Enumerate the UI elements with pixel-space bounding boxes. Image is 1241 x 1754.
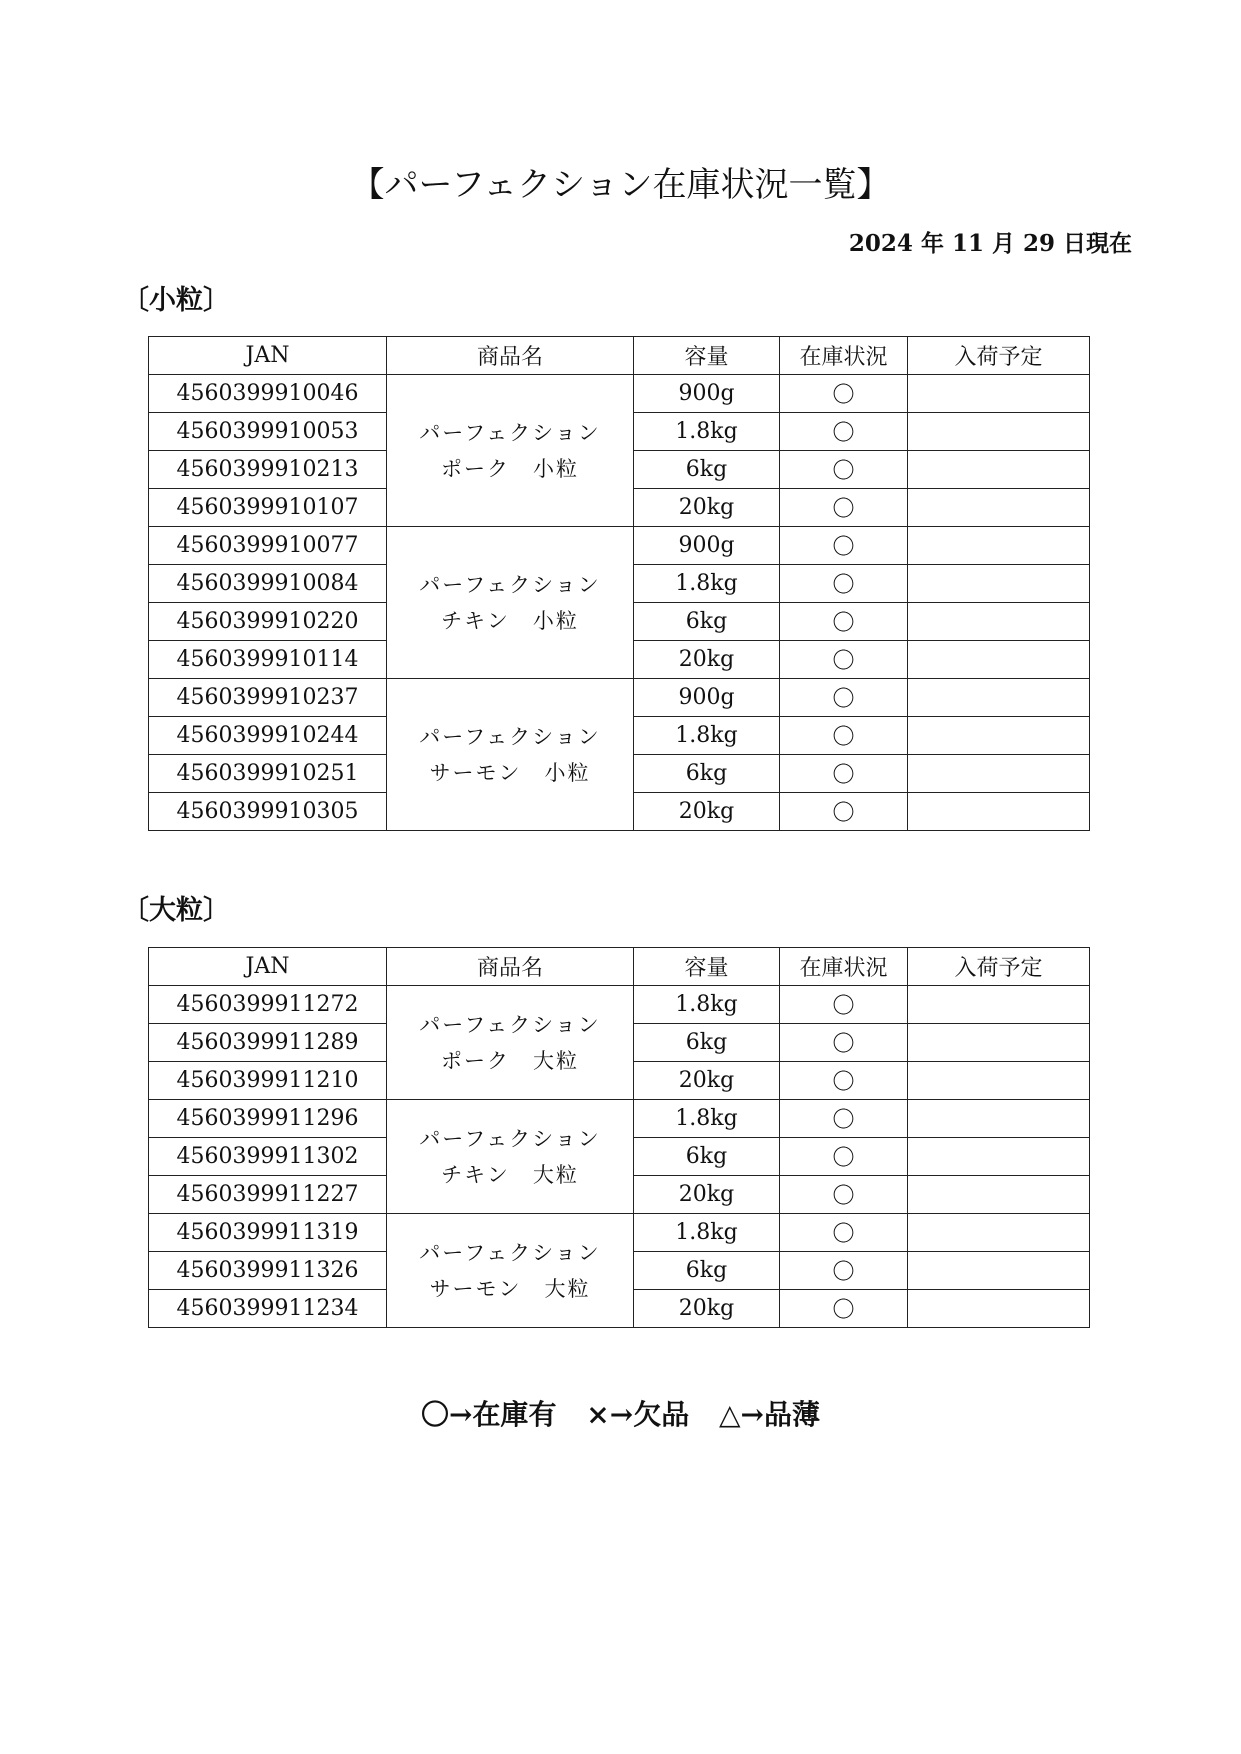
header-arrival-schedule: 入荷予定	[908, 337, 1090, 375]
product-name-line1: パーフェクション	[419, 724, 601, 749]
arrival-schedule-cell	[908, 986, 1090, 1024]
volume-cell: 6kg	[634, 1024, 780, 1062]
jan-code-cell: 4560399911326	[149, 1252, 387, 1290]
table-header-row	[149, 337, 1090, 375]
stock-status-cell: 〇	[780, 1024, 908, 1062]
section-label-large: 〔大粒〕	[122, 895, 230, 926]
stock-status-cell: 〇	[780, 489, 908, 527]
as-of-date: 2024 年 11 月 29 日現在	[848, 230, 1132, 257]
arrival-schedule-cell	[908, 527, 1090, 565]
stock-status-cell: 〇	[780, 603, 908, 641]
volume-cell: 20kg	[634, 1062, 780, 1100]
stock-status-cell: 〇	[780, 641, 908, 679]
jan-code-cell: 4560399911289	[149, 1024, 387, 1062]
arrival-schedule-cell	[908, 1176, 1090, 1214]
jan-code-cell: 4560399910220	[149, 603, 387, 641]
product-name-line2: チキン 小粒	[441, 608, 579, 633]
header-product-name: 商品名	[387, 948, 634, 986]
volume-cell: 20kg	[634, 1176, 780, 1214]
header-stock-status: 在庫状況	[780, 948, 908, 986]
product-name-cell	[387, 679, 634, 831]
jan-code-cell: 4560399910046	[149, 375, 387, 413]
stock-status-cell: 〇	[780, 527, 908, 565]
volume-cell: 6kg	[634, 1138, 780, 1176]
volume-cell: 1.8kg	[634, 565, 780, 603]
jan-code-cell: 4560399910107	[149, 489, 387, 527]
inventory-table-small	[148, 336, 1090, 831]
jan-code-cell: 4560399911272	[149, 986, 387, 1024]
volume-cell: 6kg	[634, 755, 780, 793]
table-header-row	[149, 948, 1090, 986]
header-jan: JAN	[149, 337, 387, 375]
stock-legend	[0, 1397, 1241, 1433]
stock-status-cell: 〇	[780, 1176, 908, 1214]
arrival-schedule-cell	[908, 717, 1090, 755]
stock-status-cell: 〇	[780, 986, 908, 1024]
arrival-schedule-cell	[908, 1214, 1090, 1252]
arrival-schedule-cell	[908, 1138, 1090, 1176]
arrival-schedule-cell	[908, 489, 1090, 527]
jan-code-cell: 4560399910114	[149, 641, 387, 679]
arrival-schedule-cell	[908, 1100, 1090, 1138]
arrival-schedule-cell	[908, 793, 1090, 831]
jan-code-cell: 4560399910251	[149, 755, 387, 793]
volume-cell: 900g	[634, 679, 780, 717]
arrival-schedule-cell	[908, 641, 1090, 679]
inventory-table-large	[148, 947, 1090, 1328]
product-name-line2: ポーク 小粒	[441, 456, 579, 481]
jan-code-cell: 4560399910244	[149, 717, 387, 755]
header-product-name: 商品名	[387, 337, 634, 375]
jan-code-cell: 4560399910237	[149, 679, 387, 717]
jan-code-cell: 4560399910305	[149, 793, 387, 831]
volume-cell: 6kg	[634, 603, 780, 641]
arrival-schedule-cell	[908, 603, 1090, 641]
legend-out-of-stock: ×→欠品	[586, 1398, 690, 1431]
product-name-cell	[387, 375, 634, 527]
stock-status-cell: 〇	[780, 451, 908, 489]
stock-status-cell: 〇	[780, 1290, 908, 1328]
stock-status-cell: 〇	[780, 565, 908, 603]
product-name-line2: ポーク 大粒	[441, 1048, 579, 1073]
jan-code-cell: 4560399911210	[149, 1062, 387, 1100]
product-name-line1: パーフェクション	[419, 572, 601, 597]
stock-status-cell: 〇	[780, 793, 908, 831]
stock-status-cell: 〇	[780, 1252, 908, 1290]
product-name-cell	[387, 1100, 634, 1214]
arrival-schedule-cell	[908, 451, 1090, 489]
header-volume: 容量	[634, 948, 780, 986]
header-volume: 容量	[634, 337, 780, 375]
product-name-line2: チキン 大粒	[441, 1162, 579, 1187]
section-label-small: 〔小粒〕	[122, 285, 230, 316]
volume-cell: 20kg	[634, 793, 780, 831]
volume-cell: 1.8kg	[634, 1100, 780, 1138]
arrival-schedule-cell	[908, 1252, 1090, 1290]
table-row	[149, 375, 1090, 413]
jan-code-cell: 4560399910213	[149, 451, 387, 489]
header-stock-status: 在庫状況	[780, 337, 908, 375]
jan-code-cell: 4560399911234	[149, 1290, 387, 1328]
stock-status-cell: 〇	[780, 717, 908, 755]
product-name-line1: パーフェクション	[419, 1012, 601, 1037]
product-name-line2: サーモン 大粒	[429, 1276, 591, 1301]
table-row	[149, 1100, 1090, 1138]
stock-status-cell: 〇	[780, 1138, 908, 1176]
arrival-schedule-cell	[908, 375, 1090, 413]
legend-low-stock: △→品薄	[718, 1398, 820, 1431]
header-jan: JAN	[149, 948, 387, 986]
arrival-schedule-cell	[908, 565, 1090, 603]
arrival-schedule-cell	[908, 413, 1090, 451]
page-title: 【パーフェクション在庫状況一覧】	[350, 165, 891, 205]
arrival-schedule-cell	[908, 679, 1090, 717]
volume-cell: 1.8kg	[634, 717, 780, 755]
volume-cell: 900g	[634, 375, 780, 413]
jan-code-cell: 4560399911319	[149, 1214, 387, 1252]
product-name-cell	[387, 986, 634, 1100]
stock-status-cell: 〇	[780, 1100, 908, 1138]
stock-status-cell: 〇	[780, 413, 908, 451]
jan-code-cell: 4560399911302	[149, 1138, 387, 1176]
table-row	[149, 679, 1090, 717]
stock-status-cell: 〇	[780, 1062, 908, 1100]
volume-cell: 1.8kg	[634, 1214, 780, 1252]
product-name-cell	[387, 1214, 634, 1328]
table-row	[149, 986, 1090, 1024]
jan-code-cell: 4560399911227	[149, 1176, 387, 1214]
volume-cell: 6kg	[634, 451, 780, 489]
stock-status-cell: 〇	[780, 679, 908, 717]
table-row	[149, 527, 1090, 565]
volume-cell: 20kg	[634, 1290, 780, 1328]
stock-status-cell: 〇	[780, 755, 908, 793]
jan-code-cell: 4560399910084	[149, 565, 387, 603]
jan-code-cell: 4560399911296	[149, 1100, 387, 1138]
legend-in-stock: 〇→在庫有	[421, 1398, 557, 1431]
product-name-line1: パーフェクション	[419, 1126, 601, 1151]
table-row	[149, 1214, 1090, 1252]
arrival-schedule-cell	[908, 1290, 1090, 1328]
product-name-line1: パーフェクション	[419, 1240, 601, 1265]
volume-cell: 1.8kg	[634, 413, 780, 451]
jan-code-cell: 4560399910053	[149, 413, 387, 451]
volume-cell: 20kg	[634, 641, 780, 679]
header-arrival-schedule: 入荷予定	[908, 948, 1090, 986]
product-name-cell	[387, 527, 634, 679]
volume-cell: 900g	[634, 527, 780, 565]
volume-cell: 1.8kg	[634, 986, 780, 1024]
stock-status-cell: 〇	[780, 1214, 908, 1252]
arrival-schedule-cell	[908, 1062, 1090, 1100]
volume-cell: 6kg	[634, 1252, 780, 1290]
product-name-line2: サーモン 小粒	[429, 760, 591, 785]
jan-code-cell: 4560399910077	[149, 527, 387, 565]
arrival-schedule-cell	[908, 1024, 1090, 1062]
volume-cell: 20kg	[634, 489, 780, 527]
arrival-schedule-cell	[908, 755, 1090, 793]
stock-status-cell: 〇	[780, 375, 908, 413]
product-name-line1: パーフェクション	[419, 420, 601, 445]
